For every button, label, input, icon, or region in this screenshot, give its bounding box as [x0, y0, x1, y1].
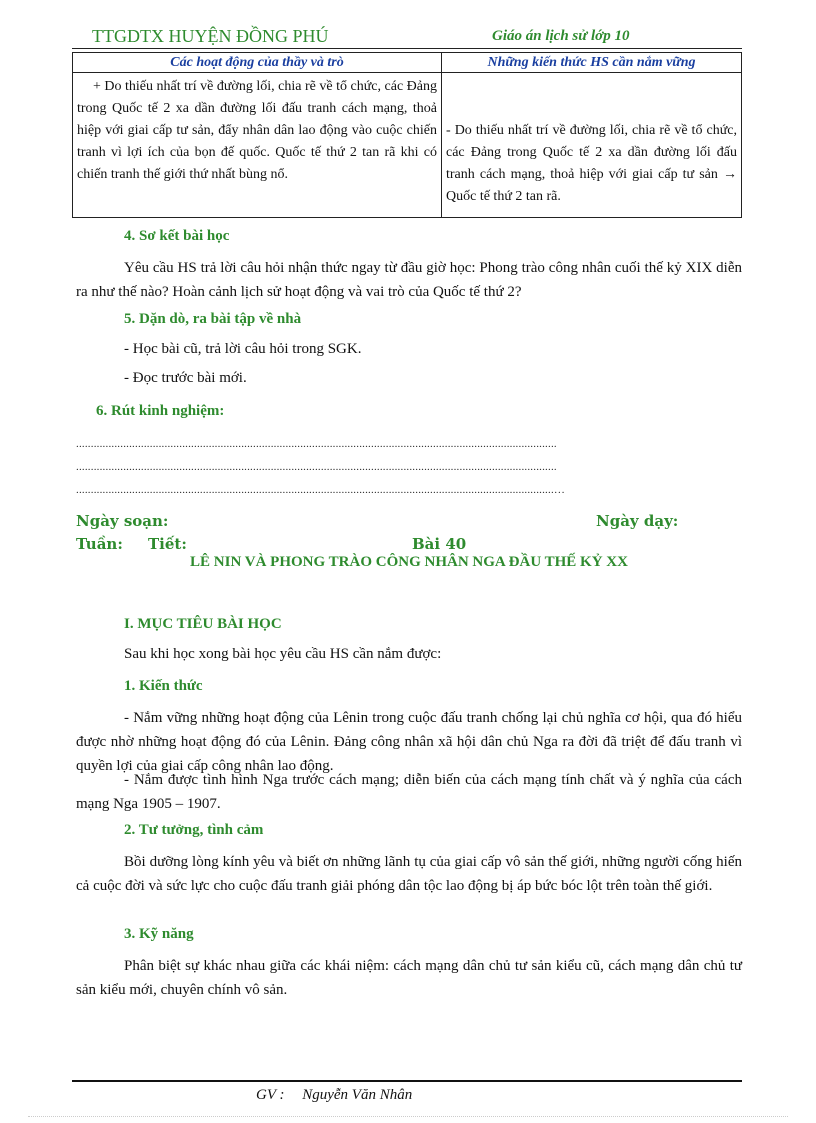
thought-paragraph: Bồi dưỡng lòng kính yêu và biết ơn những lãnh tụ của giai cấp vô sản thế giới, những người cống hiến cả cuộc đời và sức lực cho cuộc đấu tranh giải phóng dân tộc lao động bị áp bức bóc lột trên toàn thế giới.: [76, 854, 742, 894]
section4-heading: 4. Sơ kết bài học: [124, 228, 230, 244]
school-name: TTGDTX HUYỆN ĐỒNG PHÚ: [92, 26, 329, 46]
teach-date-label: Ngày dạy:: [596, 512, 679, 530]
page-bottom-border: [28, 1116, 788, 1117]
section5-heading: 5. Dặn dò, ra bài tập về nhà: [124, 311, 302, 327]
skill-paragraph: Phân biệt sự khác nhau giữa các khái niệm: cách mạng dân chủ tư sản kiểu cũ, cách mạng dân chủ tư sản kiểu mới, chuyên chính vô sản.: [76, 958, 742, 998]
footer-divider: [72, 1080, 742, 1082]
teacher-label: GV :: [256, 1087, 285, 1103]
teacher-student-activities: + Do thiếu nhất trí về đường lối, chia rẽ về tổ chức, các Đảng trong Quốc tế 2 xa dần đường lối đấu tranh cách mạng, thoả hiệp với giai cấp tư sản, đẩy nhân dân lao động vào cuộc chiến tranh vì lợi ích của bọn đế quốc. Quốc tế thứ 2 tan rã khi có chiến tranh thế giới thứ nhất bùng nổ.: [73, 73, 442, 218]
objectives-heading: I. MỤC TIÊU BÀI HỌC: [124, 616, 282, 632]
knowledge-paragraph-2: - Nắm được tình hình Nga trước cách mạng; diễn biến của cách mạng tính chất và ý nghĩa của cách mạng Nga 1905 – 1907.: [76, 772, 742, 812]
knowledge-paragraph-1: - Nắm vững những hoạt động của Lênin trong cuộc đấu tranh chống lại chủ nghĩa cơ hội, qua đó hiểu được nhờ những hoạt động đó của Lênin. Đảng công nhân xã hội dân chủ Nga ra đời đã triệt để đấu tranh vì quyền lợi của giai cấp công nhân lao động.: [76, 710, 742, 774]
notes-line-1: ...................................................................................................................................................................: [76, 438, 557, 450]
document-subject: Giáo án lịch sử lớp 10: [492, 28, 630, 44]
prep-date-label: Ngày soạn:: [76, 512, 169, 530]
knowledge-summary: - Do thiếu nhất trí về đường lối, chia rẽ về tổ chức, các Đảng trong Quốc tế 2 xa dần đường lối đấu tranh cách mạng, thoả hiệp với giai cấp tư sản → Quốc tế thứ 2 tan rã.: [442, 73, 742, 218]
teacher-name: Nguyễn Văn Nhân: [302, 1087, 413, 1103]
skill-heading: 3. Kỹ năng: [124, 926, 194, 942]
objectives-intro: Sau khi học xong bài học yêu cầu HS cần nắm được:: [124, 646, 442, 662]
section6-heading: 6. Rút kinh nghiệm:: [96, 403, 225, 419]
section5-item1: - Học bài cũ, trả lời câu hỏi trong SGK.: [124, 341, 362, 357]
col2-header: Những kiến thức HS cần nắm vững: [442, 53, 742, 73]
header-divider: [72, 48, 742, 49]
col1-header: Các hoạt động của thầy và trò: [73, 53, 442, 73]
section5-item2: - Đọc trước bài mới.: [124, 370, 247, 386]
notes-line-2: ...................................................................................................................................................................: [76, 461, 557, 473]
footer: [256, 1087, 412, 1104]
period-label: Tiết:: [148, 535, 187, 553]
activities-table: [72, 52, 742, 218]
notes-line-3: ..................................................................................................................................................................…: [76, 484, 566, 496]
lesson-title: LÊ NIN VÀ PHONG TRÀO CÔNG NHÂN NGA ĐẦU THẾ KỶ XX: [190, 554, 628, 570]
week-label: Tuần:: [76, 535, 123, 553]
table-header-row: [73, 53, 742, 73]
lesson-number: Bài 40: [412, 535, 467, 553]
table-row: [73, 73, 742, 218]
thought-heading: 2. Tư tưởng, tình cảm: [124, 822, 264, 838]
section4-text: Yêu cầu HS trả lời câu hỏi nhận thức ngay từ đầu giờ học: Phong trào công nhân cuối thế kỷ XIX diễn ra như thế nào? Hoàn cảnh lịch sử hoạt động và vai trò của Quốc tế thứ 2?: [76, 260, 742, 300]
knowledge-heading: 1. Kiến thức: [124, 678, 203, 694]
